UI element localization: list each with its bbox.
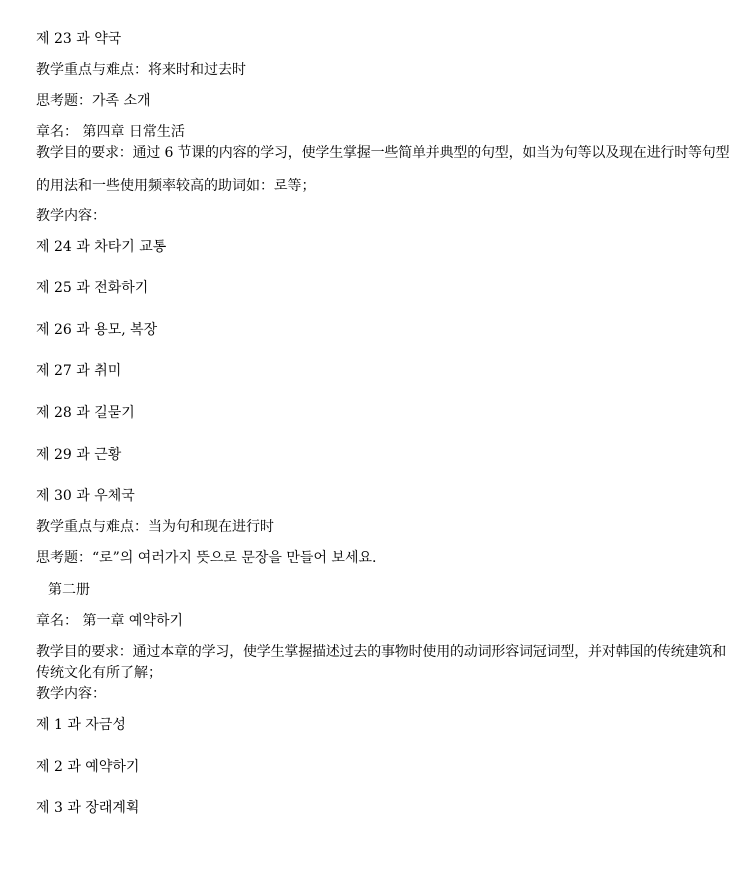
lesson-2-title: 제 2 과 예약하기 — [36, 759, 140, 775]
chapter-title-line: 章名： 第四章 日常生活 — [36, 124, 185, 140]
lesson-3-title: 제 3 과 장래계획 — [36, 800, 140, 816]
key-points-line: 教学重点与难点：当为句和现在进行时 — [36, 519, 274, 535]
lesson-23-title: 제 23 과 약국 — [36, 31, 122, 47]
discussion-question-line: 思考题：“로”의 여러가지 뜻으로 문장을 만들어 보세요. — [36, 550, 377, 566]
teaching-goals-line: 教学目的要求：通过 6 节课的内容的学习，使学生掌握一些简单并典型的句型，如当为句等以及现在进行时等句型 — [36, 145, 730, 161]
teaching-goals-line: 教学目的要求：通过本章的学习，使学生掌握描述过去的事物时使用的动词形容词冠词型，并对韩国的传统建筑和 — [36, 644, 726, 660]
teaching-content-heading: 教学内容： — [36, 208, 106, 224]
lesson-28-title: 제 28 과 길묻기 — [36, 405, 135, 421]
lesson-25-title: 제 25 과 전화하기 — [36, 280, 149, 296]
lesson-30-title: 제 30 과 우체국 — [36, 488, 135, 504]
teaching-goals-continued: 传统文化有所了解； — [36, 665, 162, 681]
lesson-26-title: 제 26 과 용모, 복장 — [36, 322, 158, 338]
teaching-goals-continued: 的用法和一些使用频率较高的助词如：로等； — [36, 178, 316, 194]
volume-two-heading: 第二册 — [48, 582, 90, 598]
chapter-title-line: 章名： 第一章 예약하기 — [36, 613, 183, 629]
lesson-27-title: 제 27 과 취미 — [36, 363, 122, 379]
lesson-1-title: 제 1 과 자금성 — [36, 717, 126, 733]
teaching-content-heading: 教学内容： — [36, 686, 106, 702]
lesson-24-title: 제 24 과 차타기 교통 — [36, 239, 167, 255]
key-points-line: 教学重点与难点：将来时和过去时 — [36, 62, 246, 78]
discussion-question-line: 思考题：가족 소개 — [36, 93, 151, 109]
lesson-29-title: 제 29 과 근황 — [36, 447, 122, 463]
